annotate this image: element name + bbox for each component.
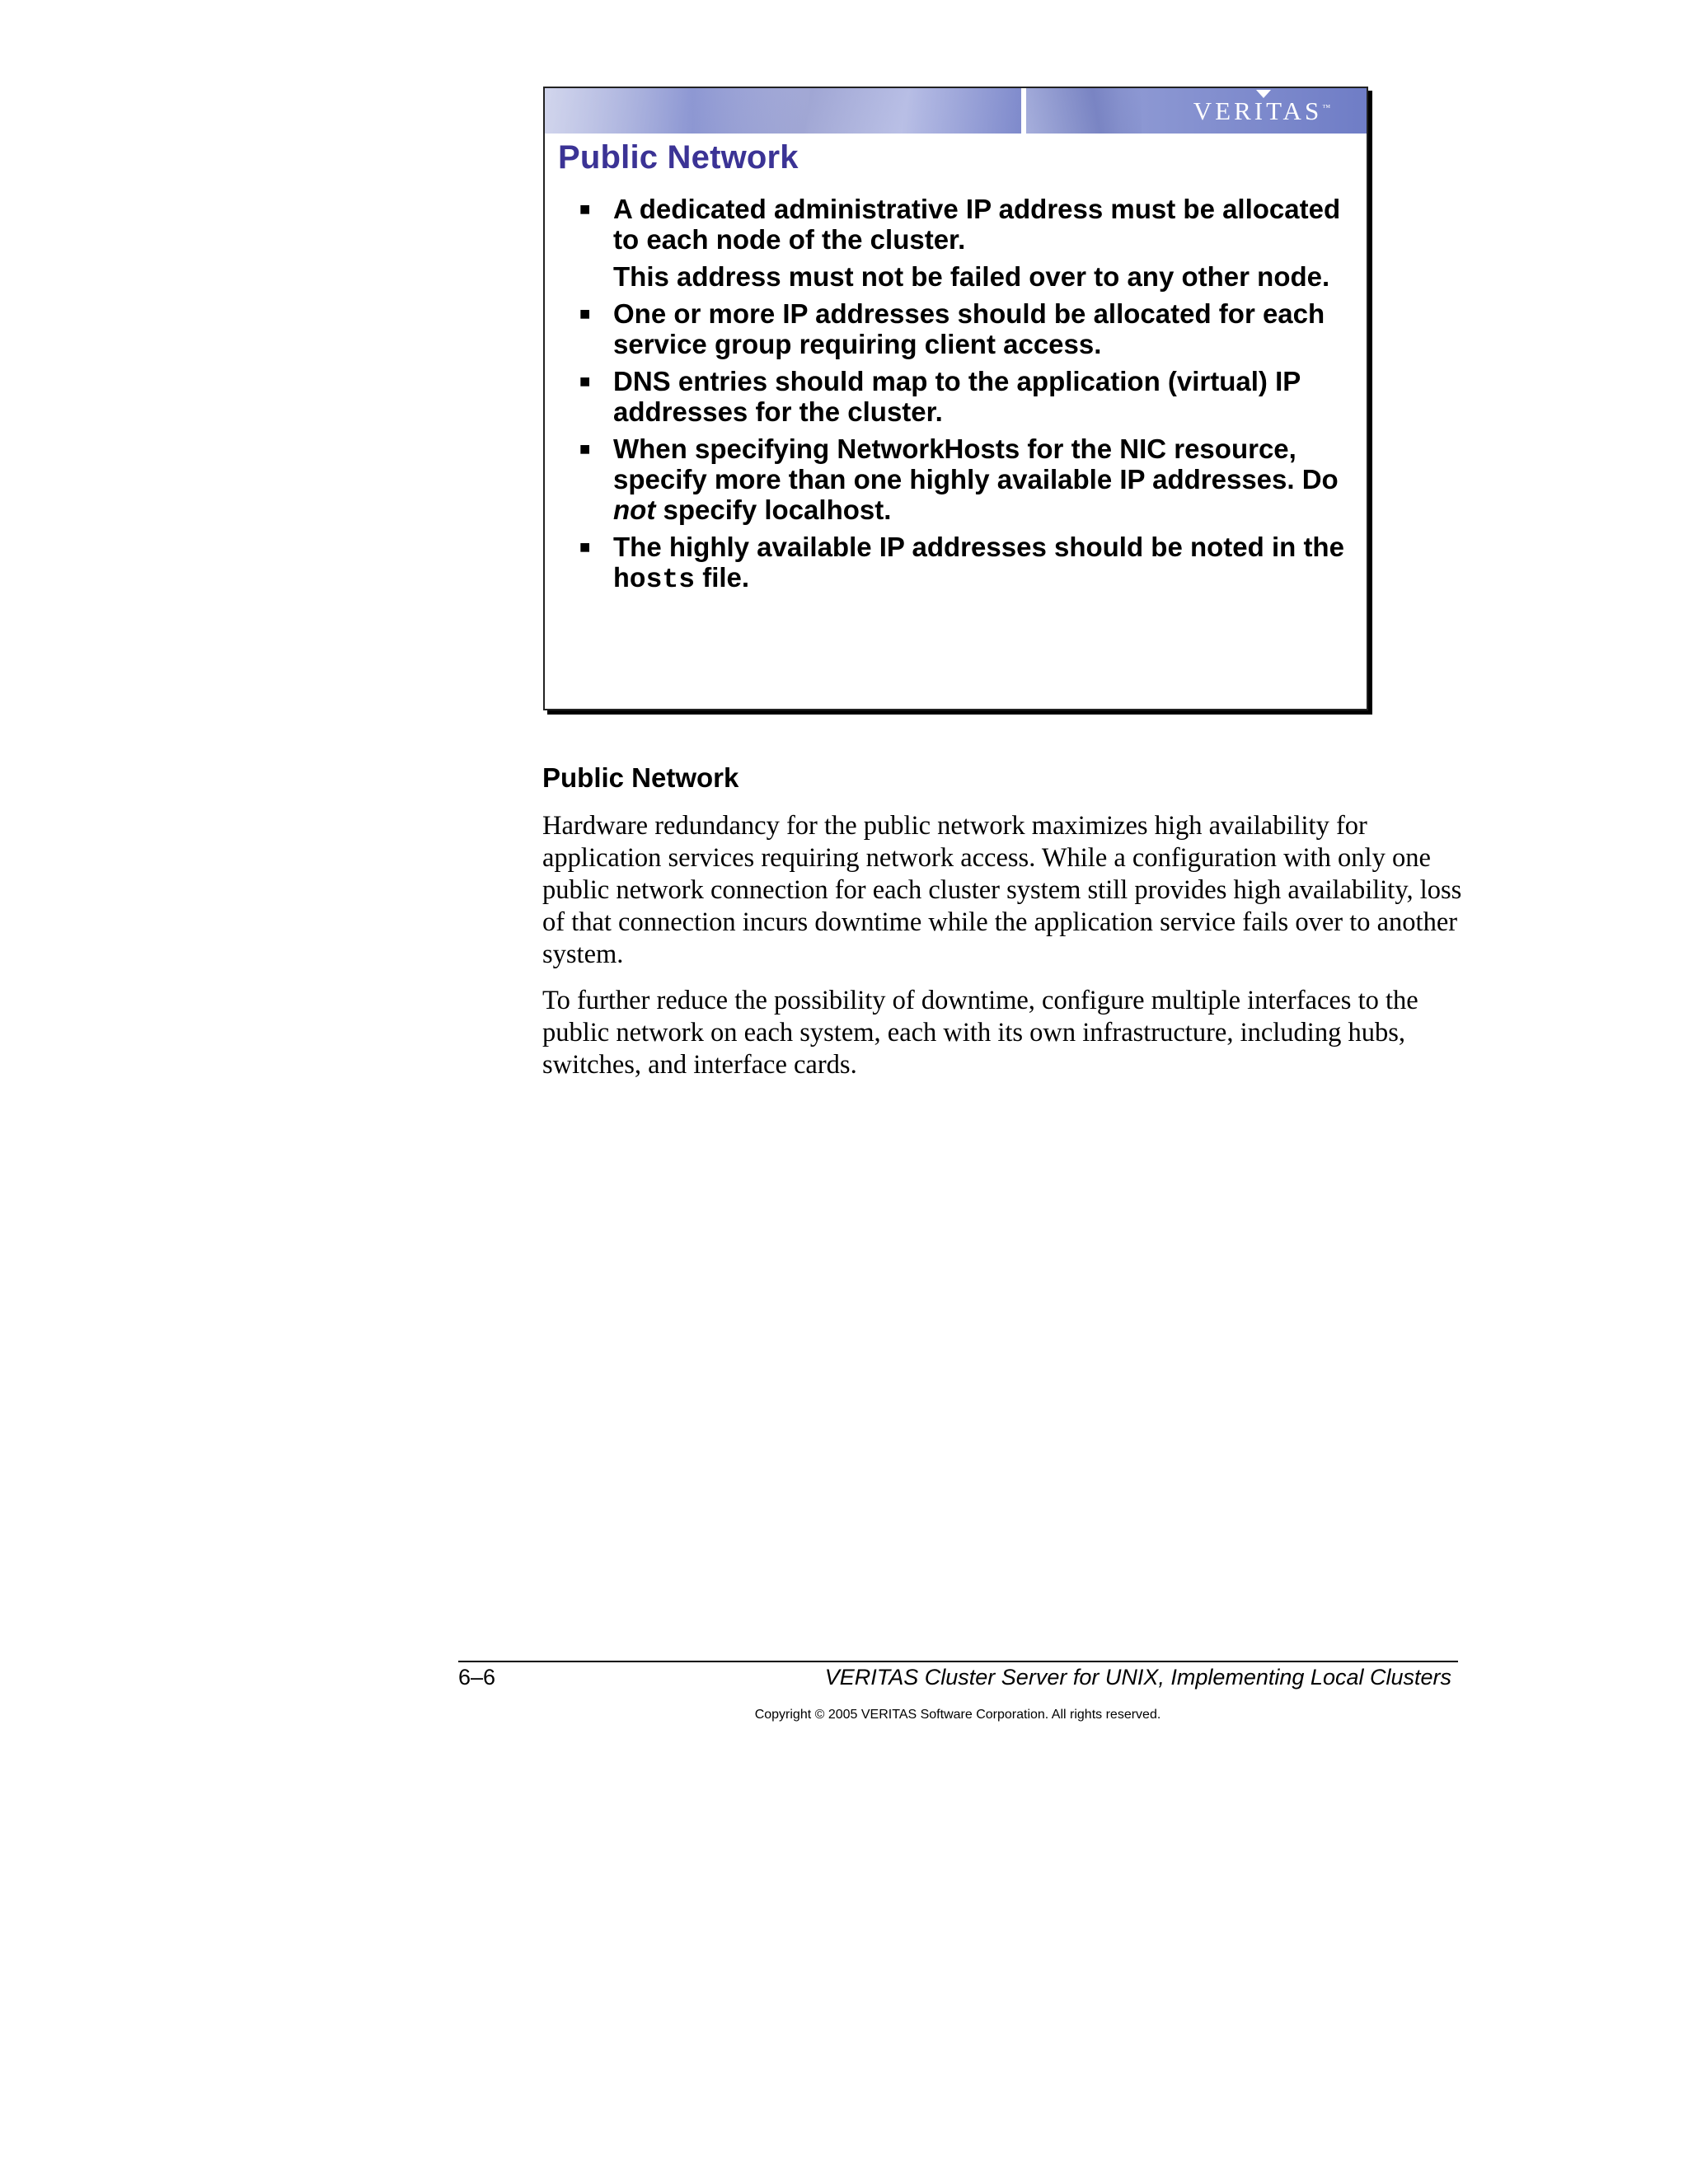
- bullet-item: [579, 194, 1346, 292]
- slide-bullet-list: [579, 194, 1346, 602]
- footer-rule: [458, 1661, 1458, 1662]
- book-title: VERITAS Cluster Server for UNIX, Implementing Local Clusters: [824, 1665, 1451, 1690]
- square-bullet-icon: ■: [579, 371, 591, 391]
- body-paragraph: Hardware redundancy for the public network maximizes high availability for application services requiring network access. While a configuration with only one public network connection for each cluster system still provides high availability, loss of that connection incurs downtime while the application service fails over to another system.: [542, 811, 1462, 969]
- slide-frame: [543, 87, 1368, 710]
- bullet-item: [579, 366, 1346, 427]
- code-filename: hosts: [613, 565, 696, 595]
- bullet-text: The highly available IP addresses should be noted in the hosts file.: [613, 532, 1344, 595]
- square-bullet-icon: ■: [579, 199, 591, 219]
- square-bullet-icon: ■: [579, 303, 591, 324]
- bullet-subtext: Do not specify localhost.: [613, 464, 1339, 525]
- bullet-item: [579, 532, 1346, 595]
- veritas-logo: VERITAS™: [1193, 96, 1330, 125]
- page-number: 6–6: [458, 1665, 496, 1690]
- square-bullet-icon: ■: [579, 438, 591, 459]
- copyright-notice: Copyright © 2005 VERITAS Software Corporation. All rights reserved.: [754, 1708, 1161, 1722]
- bullet-text: DNS entries should map to the application (virtual) IP addresses for the cluster.: [613, 366, 1301, 427]
- bullet-text: When specifying NetworkHosts for the NIC resource, specify more than one highly available IP addresses.: [613, 434, 1296, 494]
- bullet-text: One or more IP addresses should be allocated for each service group requiring client access.: [613, 298, 1325, 359]
- bullet-item: [579, 434, 1346, 525]
- bullet-item: [579, 298, 1346, 359]
- section-heading: Public Network: [542, 762, 739, 793]
- bullet-subtext: This address must not be failed over to any other node.: [613, 261, 1330, 292]
- banner-photo: [1026, 88, 1142, 134]
- slide-title: Public Network: [558, 139, 799, 176]
- bullet-text: A dedicated administrative IP address must be allocated to each node of the cluster.: [613, 194, 1341, 255]
- banner-photo: [545, 88, 1023, 134]
- square-bullet-icon: ■: [579, 537, 591, 557]
- body-paragraph: To further reduce the possibility of downtime, configure multiple interfaces to the public network on each system, each with its own infrastructure, including hubs, switches, and interface cards.: [542, 986, 1418, 1080]
- slide-banner: [545, 88, 1367, 134]
